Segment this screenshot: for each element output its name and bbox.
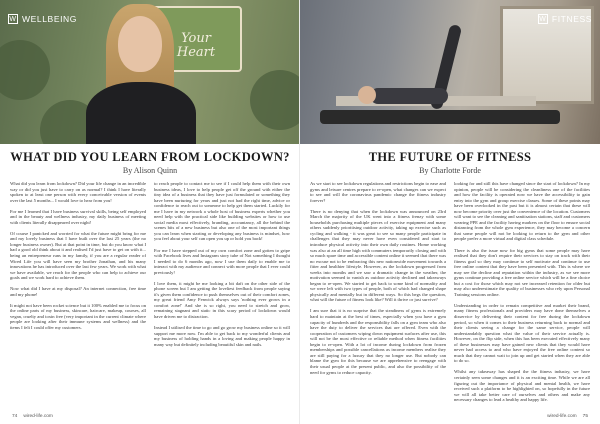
paragraph: looking for and still this have changed since the start of lockdown? In my opinion, people will be considering the cleanliness one of the facilities and how the facility is operated now we have the accessibility to gain entry into the gym and group exercise classes. Some of these points may have been overlooked in the past but it is almost certain that these will now become priority over just the convenience of the location. Customers will want to see the cleaning and sanitisation stations, staff and customers wearing PPE and the facility having markers on the floor to ensure social distancing from the whole gym experience, they may become a concern that some people will not be looking to return to the gym and other people prefer a more virtual and digital class schedule. xyxy=(454,181,590,242)
paragraph: to reach people to contact me to see if I could help them with their own business ideas, I love to help people get off the ground with either the tiny idea of a business that they have just formulated or something they have been nurturing for years and just not had the right time, advice or confidence to reach out to someone to help get them started. Luckily for me I have in my network a whole host of business experts whether you need help with the practical side like building websites or how to use social media most effectively, branding, accountancy, all the behind the scenes bits of a new business but also one of the most important things you can learn when starting or developing any business is mindset, how you feel about your self can open you up or hold you back! xyxy=(154,181,290,242)
text-column xyxy=(154,181,290,407)
person-face xyxy=(118,16,162,72)
page-folio xyxy=(547,414,588,419)
site-name: wired-life.com xyxy=(547,414,577,419)
woman-head xyxy=(358,86,376,104)
square-logo-icon: W xyxy=(9,15,17,23)
paragraph: What did you learn from lockdown? Did your life change in an incredible way or did you just have to carry on as normal? I think I have literally spoken to at least one person with every conceivable version of events over the last 5 months... I would love to hear from you! xyxy=(10,181,146,203)
section-label: FITNESS xyxy=(551,14,592,24)
section-tag-wellbeing xyxy=(8,14,77,24)
foliage xyxy=(250,70,300,130)
foliage xyxy=(0,40,50,100)
page-number: 75 xyxy=(582,414,588,419)
text-column xyxy=(10,181,146,407)
article-byline: By Alison Quinn xyxy=(122,166,178,175)
paragraph: Whilst any takeaway has shaped the the fitness industry, we have certainly seen some changes and it is an exciting time. While we are all figuring out the importance of physical and mental health, we have received such a platform to be highlighted on, so hopefully in the future we will all take better care of ourselves and others and make any necessary changes to lead a healthy and happy life. xyxy=(454,369,590,403)
woman-torso xyxy=(370,88,448,104)
article-body xyxy=(10,181,290,407)
site-name: wired-life.com xyxy=(23,414,53,419)
paragraph: I love them, it might be me looking a bit daft on the other side of the phone screen but I am getting the loveliest feedback from people saying it's given them confidence to push themselves out of their comfort zones, my great friend Amy Fenwick always says 'nothing ever grows in a comfort zone!' And she is so right, you need to stretch and grow, remaining stagnant and static in this scary period of lockdown would have driven me to distraction. xyxy=(154,280,290,320)
paragraph: I am sure that it is no surprise that the steadiness of gyms is extremely hard to maintain at the best of times, especially when you have a gym capacity of hundreds and the responsibility falls on a gym team who also have the duty to deliver the services that are offered. Even with the cooperation of customers wiping down equipment surfaces after use, this will not be the most effective or reliable method when fitness facilities begin to re-open. With a lot of income during lockdown from frozen memberships and possible cancellations as income members realise they are still paying for a luxury that they no longer use. But nobody can blame the gym for this because we are apprehensive to reengage with their usual people at the present public, and also the possibility of the need for gyms to reduce capacity. xyxy=(310,308,446,375)
reformer-machine xyxy=(320,110,560,124)
page-number: 74 xyxy=(12,414,18,419)
paragraph: For me I have stepped out of my own comfort zone and gotten to gripe with Facebook lives and Instagram story tube of Not something I thought I needed to do 6 months ago, now I use them daily to enable me to interact with my audience and connect with more people that I ever could previously! xyxy=(154,247,290,275)
right-page xyxy=(300,0,600,424)
paragraph: For me I learned that I have business survival skills, being self employed and in the beauty and wellness industry, my daily business of meeting with clients literally disappeared over night! xyxy=(10,208,146,225)
paragraph: There is no denying that when the lockdown was announced on 23rd March the majority of the UK went into a fitness frenzy with some households purchasing multiple pieces of exercise equipment and many others suddenly prioritising outdoor activity, taking up exercise such as cycling and walking - it was great to see so many people participate in challenges that they may never have even considered and start to introduce physical activity into their own daily routines. Home working was also at an all time high with commuters temporarily closing and with so much spare time and accessible content online it seemed that there was no excuse not to be embracing this new nationwide movement towards a fitter and healthier lifestyle. However, as the lockdown progressed from weeks into months and we saw a dramatic change in the weather, the motivation seemed to vanish as outdoor activity declined and takeaways began to re-open. We started to get back to some kind of normality and we were left with two types of people, both of which had changed shape physically and mentally but in different ways. So this begs the question, what will the future of fitness look like? Will it thrive or just survive? xyxy=(310,208,446,303)
page-folio xyxy=(12,414,53,419)
section-label: WELLBEING xyxy=(22,14,77,24)
person-body xyxy=(86,82,196,144)
paragraph: As we start to see lockdown regulations and restrictions begin to ease and gyms and leisure centres prepare to re-open, what changes can we expect to see and will the coronavirus pandemic change the fitness industry forever? xyxy=(310,181,446,203)
square-logo-icon: W xyxy=(539,15,547,23)
paragraph: Instead I utilised the time to go and go grow my business online so it will support me more now. I'm able to get back to my wonderful clients and my business of holding hands in a loving and making people happy in many way but definitely including beautiful skin and nails. xyxy=(154,325,290,347)
paragraph: Of course I panicked and worried for what the future might bring for me and my lovely business that I have built over the last 25 years (the no longer business owner). But at that point in time, but do you know what I had a good old think about it and realised I'd just have to get on with it... being an entrepreneur runs in my family, if you are a regular reader of Wired Life you will have seen my brother Jonathan, and his many innovations he has introduced over the last few years. We work with what we have available, we reach for the people who can help to achieve our goals and we work hard to achieve them. xyxy=(10,230,146,281)
text-column xyxy=(310,181,446,407)
paragraph: It might not have been rocket science but it 100% enabled me to focus on the online parts of my business, skincare, haircare, makeup, courses, all vegan, cruelty and toxin free (very important in the current climate where people are looking after their immune systems and wellness) and the items I felt I could offer my customers. xyxy=(10,302,146,331)
section-tag-fitness xyxy=(538,14,592,24)
paragraph: There is also the issue now for big gyms that some people may have realised that they don't require their services to stay on track with their fitness goal so they may continue to self motivate and continue to use free online content that they have been presented with. This is where we may see the decline and reputation within the industry, as we see more gyms continue providing a free online service which will be a fine choice but a cost for those which may not see increased retention for older but may also underestimate the quality of businesses who rely upon Personal Training sessions online. xyxy=(454,247,590,297)
article-body xyxy=(310,181,590,407)
paragraph: Understanding in order to remain competitive and market their brand, many fitness professionals and providers may have done themselves a disservice by delivering their content for free during the lockdown period, so when it comes to their business returning back to normal and their clients seeing a change for the same service, people will understandably question what the value of their service actually is. However, on the flip side, when this has been executed effectively many of these businesses may have gained new clients that they would have never had access to and who have enjoyed the free online content so much that they cannot wait to join up and get started when they are able to do so. xyxy=(454,302,590,364)
article-title: WHAT DID YOU LEARN FROM LOCKDOWN? xyxy=(10,150,290,164)
photo-sign-line: Heart xyxy=(176,45,216,60)
article-title: THE FUTURE OF FITNESS xyxy=(368,150,532,164)
photo-sign-line: Your xyxy=(181,31,211,46)
article-byline: By Charlotte Forde xyxy=(419,166,481,175)
text-column xyxy=(454,181,590,407)
paragraph: Now what did I have at my disposal? An internet connection, free time and my phone! xyxy=(10,286,146,297)
